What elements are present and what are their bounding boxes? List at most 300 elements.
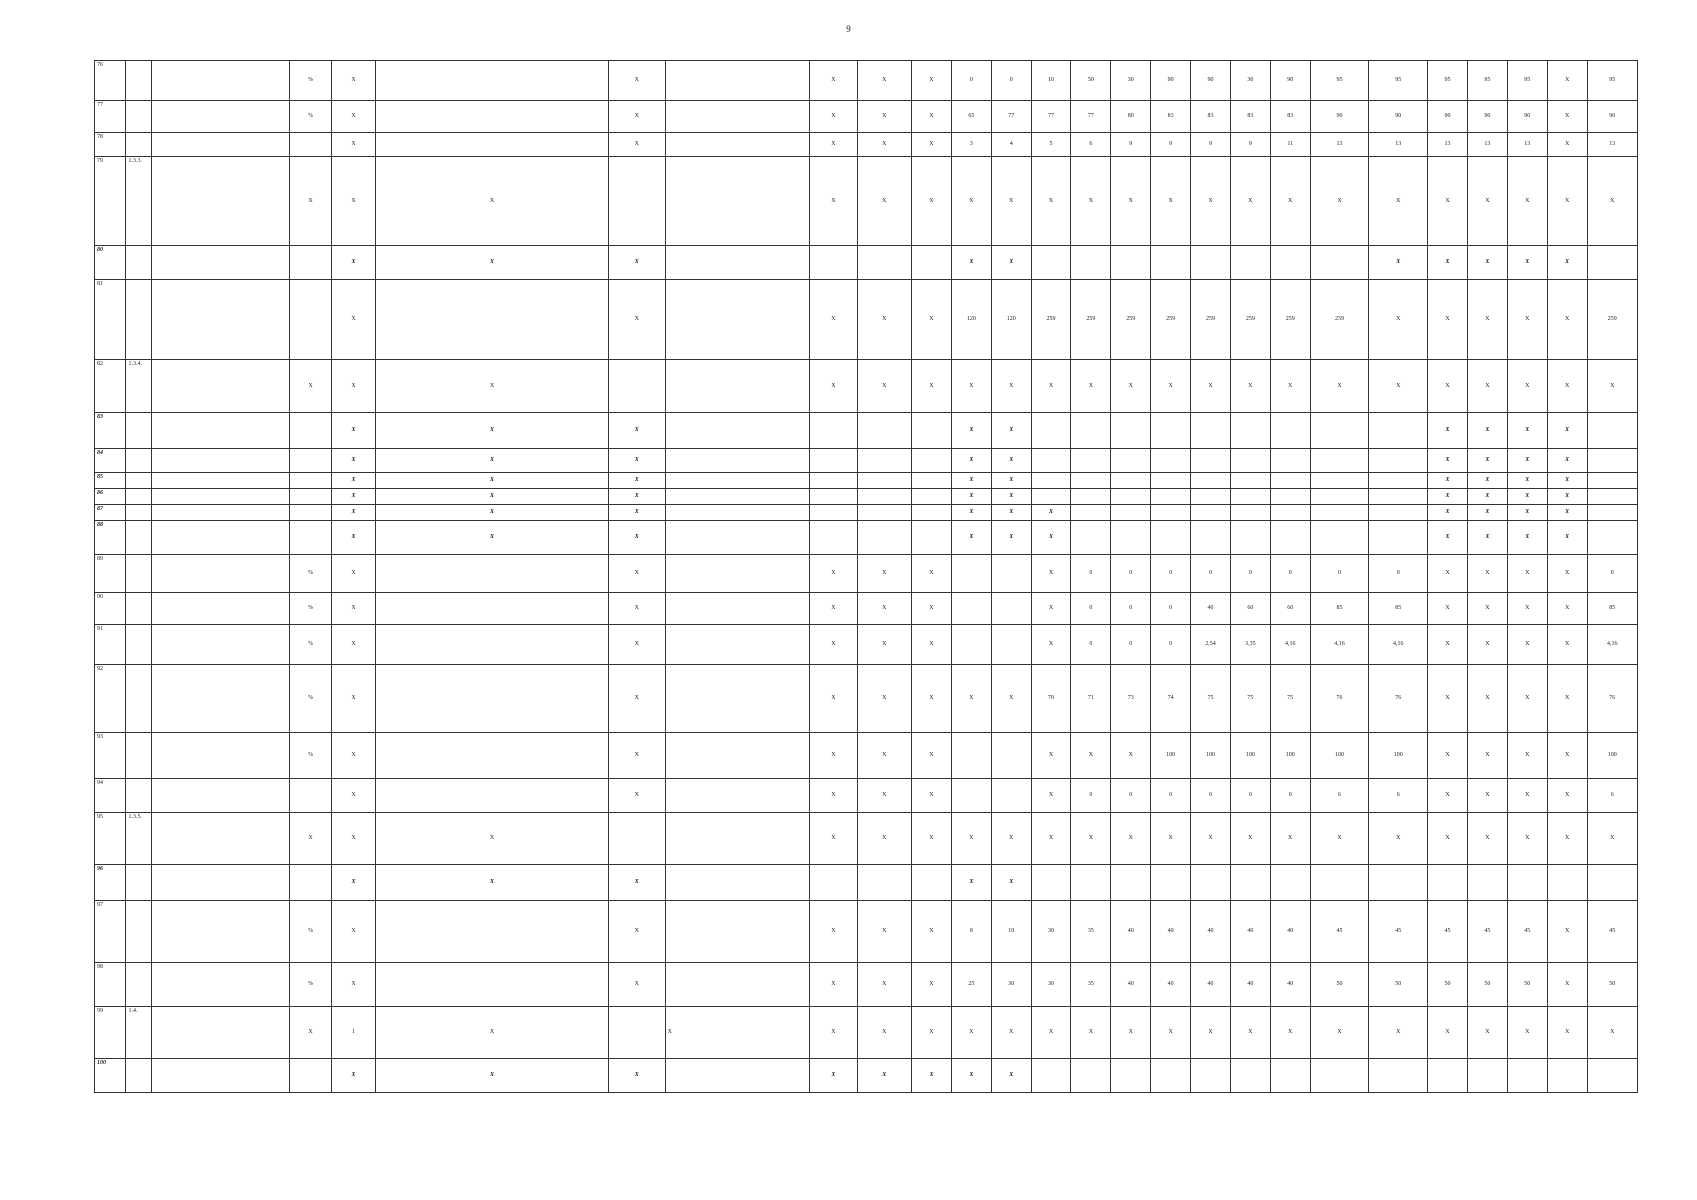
value-cell: 0 — [1111, 779, 1151, 813]
unit-cell — [290, 473, 332, 489]
row-number-cell: 88 — [95, 521, 126, 555]
basis-cell: X — [332, 133, 376, 157]
value-cell: X — [1587, 157, 1637, 246]
value-cell: X — [1467, 280, 1507, 360]
formula-cell: X — [376, 521, 609, 555]
value-cell — [1191, 1059, 1231, 1093]
value-cell: X — [912, 1007, 952, 1059]
value-cell: X — [1467, 489, 1507, 505]
value-cell: X — [1230, 157, 1270, 246]
value-cell: 75 — [1230, 665, 1270, 733]
value-cell: 77 — [991, 101, 1031, 133]
unit-cell — [290, 413, 332, 449]
row-number-cell: 94 — [95, 779, 126, 813]
value-cell: 50 — [1369, 963, 1428, 1007]
unit-cell — [290, 505, 332, 521]
value-cell: X — [912, 61, 952, 101]
value-cell: 83 — [1191, 101, 1231, 133]
value-cell: 3 — [951, 133, 991, 157]
value-cell: 0 — [1191, 779, 1231, 813]
value-cell — [1369, 505, 1428, 521]
table-row — [95, 521, 1638, 555]
value-cell: X — [991, 413, 1031, 449]
value-cell: X — [1507, 473, 1547, 489]
value-cell: X — [1507, 505, 1547, 521]
value-cell: X — [857, 665, 912, 733]
value-cell: X — [951, 1007, 991, 1059]
basis-cell: X — [332, 413, 376, 449]
value-cell — [1230, 449, 1270, 473]
value-cell: X — [991, 246, 1031, 280]
value-cell — [1230, 246, 1270, 280]
value-cell — [1071, 865, 1111, 901]
row-number-cell: 97 — [95, 901, 126, 963]
period-cell: X — [608, 593, 665, 625]
value-cell — [1467, 865, 1507, 901]
value-cell — [991, 625, 1031, 665]
value-cell — [1111, 521, 1151, 555]
responsible-cell — [665, 246, 810, 280]
indicator-name-cell — [151, 157, 289, 246]
item-code-cell — [126, 505, 151, 521]
value-cell: X — [1467, 473, 1507, 489]
value-cell: X — [1547, 133, 1587, 157]
value-cell: X — [1587, 1007, 1637, 1059]
value-cell: X — [1547, 901, 1587, 963]
table-row — [95, 963, 1638, 1007]
value-cell — [1587, 521, 1637, 555]
value-cell: X — [1507, 733, 1547, 779]
basis-cell: X — [332, 280, 376, 360]
responsible-cell — [665, 593, 810, 625]
value-cell: X — [1428, 625, 1468, 665]
value-cell: 10 — [1031, 61, 1071, 101]
unit-cell — [290, 246, 332, 280]
item-code-cell: 1.3.4. — [126, 360, 151, 413]
value-cell: X — [857, 1007, 912, 1059]
value-cell — [1270, 246, 1310, 280]
value-cell: 73 — [1111, 665, 1151, 733]
value-cell: 50 — [1428, 963, 1468, 1007]
row-number-cell: 79 — [95, 157, 126, 246]
value-cell: X — [1031, 593, 1071, 625]
value-cell — [1071, 489, 1111, 505]
indicator-name-cell — [151, 61, 289, 101]
value-cell: X — [1547, 505, 1587, 521]
table-row — [95, 489, 1638, 505]
value-cell: 0 — [951, 61, 991, 101]
value-cell: X — [912, 901, 952, 963]
value-cell — [1031, 1059, 1071, 1093]
value-cell: 85 — [1587, 593, 1637, 625]
value-cell: 50 — [1587, 963, 1637, 1007]
indicator-name-cell — [151, 901, 289, 963]
value-cell: 259 — [1587, 280, 1637, 360]
value-cell: 70 — [1031, 665, 1071, 733]
value-cell: X — [1547, 1007, 1587, 1059]
indicator-name-cell — [151, 280, 289, 360]
responsible-cell — [665, 865, 810, 901]
table-row — [95, 505, 1638, 521]
value-cell: 100 — [1191, 733, 1231, 779]
basis-cell: X — [332, 733, 376, 779]
value-cell: X — [1031, 505, 1071, 521]
indicator-name-cell — [151, 449, 289, 473]
indicator-name-cell — [151, 521, 289, 555]
value-cell: X — [1369, 280, 1428, 360]
value-cell: X — [1270, 360, 1310, 413]
period-cell: X — [608, 505, 665, 521]
row-number-cell: 85 — [95, 473, 126, 489]
period-cell: X — [608, 963, 665, 1007]
period-cell: X — [608, 625, 665, 665]
value-cell: X — [1031, 521, 1071, 555]
row-number-cell: 91 — [95, 625, 126, 665]
value-cell — [1369, 449, 1428, 473]
value-cell: X — [991, 489, 1031, 505]
value-cell: 45 — [1587, 901, 1637, 963]
value-cell: 76 — [1369, 665, 1428, 733]
value-cell: X — [1467, 1007, 1507, 1059]
value-cell — [1111, 473, 1151, 489]
formula-cell: X — [376, 473, 609, 489]
value-cell — [1428, 1059, 1468, 1093]
value-cell: X — [857, 779, 912, 813]
formula-cell: X — [376, 813, 609, 865]
value-cell: X — [991, 449, 1031, 473]
table-row — [95, 1007, 1638, 1059]
responsible-cell — [665, 360, 810, 413]
table-row — [95, 246, 1638, 280]
value-cell: 120 — [991, 280, 1031, 360]
value-cell: X — [857, 61, 912, 101]
value-cell: X — [1547, 61, 1587, 101]
value-cell: X — [1031, 157, 1071, 246]
value-cell: 90 — [1507, 101, 1547, 133]
value-cell: 9 — [1230, 133, 1270, 157]
item-code-cell — [126, 101, 151, 133]
value-cell: X — [857, 101, 912, 133]
period-cell: X — [608, 413, 665, 449]
value-cell: X — [1111, 813, 1151, 865]
value-cell: 0 — [1111, 625, 1151, 665]
value-cell: X — [810, 101, 857, 133]
value-cell — [1270, 489, 1310, 505]
value-cell — [857, 246, 912, 280]
value-cell — [1151, 473, 1191, 489]
value-cell — [1191, 449, 1231, 473]
value-cell — [857, 521, 912, 555]
value-cell — [857, 413, 912, 449]
unit-cell — [290, 1059, 332, 1093]
row-number-cell: 90 — [95, 593, 126, 625]
period-cell: X — [608, 101, 665, 133]
responsible-cell — [665, 280, 810, 360]
value-cell: X — [1428, 555, 1468, 593]
value-cell: X — [1507, 157, 1547, 246]
period-cell: X — [608, 665, 665, 733]
value-cell: 40 — [1270, 901, 1310, 963]
item-code-cell — [126, 489, 151, 505]
value-cell: X — [810, 360, 857, 413]
value-cell — [1369, 1059, 1428, 1093]
item-code-cell: 1.4. — [126, 1007, 151, 1059]
value-cell: X — [951, 246, 991, 280]
value-cell: X — [1507, 555, 1547, 593]
value-cell: 259 — [1230, 280, 1270, 360]
value-cell: X — [1467, 521, 1507, 555]
period-cell: X — [608, 61, 665, 101]
formula-cell — [376, 963, 609, 1007]
value-cell: 0 — [1587, 555, 1637, 593]
period-cell: X — [608, 489, 665, 505]
value-cell: X — [1428, 157, 1468, 246]
row-number-cell: 100 — [95, 1059, 126, 1093]
indicator-name-cell — [151, 1059, 289, 1093]
value-cell: 95 — [1428, 61, 1468, 101]
value-cell: 13 — [1507, 133, 1547, 157]
unit-cell — [290, 449, 332, 473]
formula-cell — [376, 901, 609, 963]
value-cell: X — [1270, 1007, 1310, 1059]
value-cell — [1270, 521, 1310, 555]
value-cell: 45 — [1369, 901, 1428, 963]
basis-cell: X — [332, 779, 376, 813]
indicator-name-cell — [151, 489, 289, 505]
value-cell — [1191, 489, 1231, 505]
value-cell: 120 — [951, 280, 991, 360]
unit-cell: X — [290, 1007, 332, 1059]
value-cell — [1230, 489, 1270, 505]
value-cell — [1191, 505, 1231, 521]
value-cell — [1151, 449, 1191, 473]
value-cell — [1310, 449, 1369, 473]
value-cell: 0 — [1191, 555, 1231, 593]
value-cell: X — [1428, 280, 1468, 360]
unit-cell: X — [290, 157, 332, 246]
basis-cell: X — [332, 246, 376, 280]
value-cell: 30 — [991, 963, 1031, 1007]
value-cell: X — [857, 625, 912, 665]
value-cell — [810, 521, 857, 555]
value-cell: X — [1369, 157, 1428, 246]
value-cell — [1270, 413, 1310, 449]
value-cell: X — [857, 133, 912, 157]
responsible-cell — [665, 101, 810, 133]
value-cell: X — [912, 360, 952, 413]
value-cell: X — [912, 593, 952, 625]
table-row — [95, 813, 1638, 865]
value-cell: 74 — [1151, 665, 1191, 733]
value-cell: X — [1547, 157, 1587, 246]
value-cell — [1587, 413, 1637, 449]
value-cell — [991, 555, 1031, 593]
value-cell — [912, 413, 952, 449]
period-cell: X — [608, 133, 665, 157]
basis-cell: X — [332, 625, 376, 665]
value-cell: 13 — [1467, 133, 1507, 157]
value-cell: 2,54 — [1191, 625, 1231, 665]
value-cell: X — [810, 625, 857, 665]
item-code-cell — [126, 449, 151, 473]
value-cell: X — [1428, 779, 1468, 813]
value-cell: 5 — [1031, 133, 1071, 157]
value-cell — [1230, 473, 1270, 489]
value-cell: X — [1151, 813, 1191, 865]
value-cell: X — [1507, 413, 1547, 449]
value-cell: X — [912, 963, 952, 1007]
table-row — [95, 473, 1638, 489]
value-cell: 0 — [1230, 555, 1270, 593]
value-cell: 259 — [1111, 280, 1151, 360]
value-cell: 4,16 — [1587, 625, 1637, 665]
value-cell: 100 — [1310, 733, 1369, 779]
value-cell: X — [1507, 625, 1547, 665]
value-cell: X — [810, 280, 857, 360]
value-cell: 95 — [1507, 61, 1547, 101]
value-cell: 85 — [1369, 593, 1428, 625]
value-cell: 45 — [1310, 901, 1369, 963]
value-cell: X — [1467, 246, 1507, 280]
value-cell: 40 — [1151, 901, 1191, 963]
value-cell — [857, 505, 912, 521]
value-cell — [1230, 1059, 1270, 1093]
value-cell — [1270, 505, 1310, 521]
value-cell: 45 — [1507, 901, 1547, 963]
table-row — [95, 61, 1638, 101]
value-cell: X — [810, 157, 857, 246]
value-cell: 95 — [1467, 61, 1507, 101]
value-cell: 75 — [1191, 665, 1231, 733]
value-cell: 40 — [1191, 593, 1231, 625]
value-cell — [1151, 246, 1191, 280]
value-cell: X — [810, 779, 857, 813]
value-cell: X — [1507, 449, 1547, 473]
value-cell: X — [810, 593, 857, 625]
value-cell: X — [991, 360, 1031, 413]
formula-cell: X — [376, 157, 609, 246]
formula-cell — [376, 625, 609, 665]
value-cell: X — [810, 555, 857, 593]
value-cell — [1547, 1059, 1587, 1093]
value-cell — [1191, 473, 1231, 489]
value-cell: 95 — [1369, 61, 1428, 101]
value-cell — [1587, 505, 1637, 521]
value-cell: 0 — [1151, 625, 1191, 665]
value-cell — [1031, 489, 1071, 505]
value-cell: 100 — [1270, 733, 1310, 779]
basis-cell: X — [332, 555, 376, 593]
value-cell: X — [951, 360, 991, 413]
value-cell — [1111, 1059, 1151, 1093]
item-code-cell — [126, 413, 151, 449]
value-cell: X — [1507, 521, 1547, 555]
value-cell — [1587, 473, 1637, 489]
indicator-name-cell — [151, 665, 289, 733]
value-cell: X — [1071, 1007, 1111, 1059]
value-cell: 40 — [1230, 901, 1270, 963]
unit-cell: % — [290, 61, 332, 101]
value-cell: 40 — [1191, 901, 1231, 963]
value-cell — [1151, 1059, 1191, 1093]
value-cell: 75 — [1270, 665, 1310, 733]
value-cell: 77 — [1071, 101, 1111, 133]
value-cell: 25 — [951, 963, 991, 1007]
value-cell — [1071, 449, 1111, 473]
value-cell: X — [1547, 779, 1587, 813]
value-cell — [912, 505, 952, 521]
period-cell: X — [608, 473, 665, 489]
value-cell: X — [1547, 101, 1587, 133]
basis-cell: X — [332, 901, 376, 963]
value-cell — [857, 449, 912, 473]
row-number-cell: 87 — [95, 505, 126, 521]
value-cell: 8 — [951, 901, 991, 963]
formula-cell: X — [376, 360, 609, 413]
row-number-cell: 80 — [95, 246, 126, 280]
formula-cell — [376, 593, 609, 625]
value-cell: 100 — [1587, 733, 1637, 779]
value-cell: 50 — [1071, 61, 1111, 101]
program-indicators-table — [94, 60, 1638, 1093]
table-row — [95, 280, 1638, 360]
value-cell: X — [951, 521, 991, 555]
value-cell — [1151, 413, 1191, 449]
value-cell: X — [1428, 246, 1468, 280]
value-cell: X — [991, 1059, 1031, 1093]
value-cell: 35 — [1071, 901, 1111, 963]
value-cell: X — [1369, 246, 1428, 280]
value-cell: X — [857, 1059, 912, 1093]
value-cell: X — [1031, 733, 1071, 779]
value-cell: X — [1111, 1007, 1151, 1059]
value-cell: X — [1031, 625, 1071, 665]
value-cell: X — [1428, 413, 1468, 449]
value-cell: X — [1547, 733, 1587, 779]
value-cell: 76 — [1587, 665, 1637, 733]
value-cell — [1310, 413, 1369, 449]
value-cell — [991, 733, 1031, 779]
item-code-cell — [126, 133, 151, 157]
value-cell — [1071, 473, 1111, 489]
indicator-name-cell — [151, 413, 289, 449]
value-cell: 13 — [1428, 133, 1468, 157]
value-cell: X — [1428, 449, 1468, 473]
value-cell: 76 — [1310, 665, 1369, 733]
value-cell: X — [1428, 665, 1468, 733]
responsible-cell — [665, 157, 810, 246]
value-cell: 0 — [1071, 625, 1111, 665]
value-cell: 13 — [1369, 133, 1428, 157]
value-cell — [1270, 473, 1310, 489]
value-cell: X — [1151, 360, 1191, 413]
formula-cell: X — [376, 865, 609, 901]
row-number-cell: 82 — [95, 360, 126, 413]
value-cell: 0 — [1151, 555, 1191, 593]
basis-cell: X — [332, 360, 376, 413]
value-cell: X — [1428, 489, 1468, 505]
value-cell: 40 — [1230, 963, 1270, 1007]
period-cell: X — [608, 1059, 665, 1093]
responsible-cell — [665, 665, 810, 733]
row-number-cell: 98 — [95, 963, 126, 1007]
basis-cell: X — [332, 813, 376, 865]
value-cell: X — [1428, 813, 1468, 865]
value-cell: X — [1191, 1007, 1231, 1059]
value-cell: 6 — [1310, 779, 1369, 813]
item-code-cell — [126, 593, 151, 625]
value-cell: 30 — [1031, 901, 1071, 963]
